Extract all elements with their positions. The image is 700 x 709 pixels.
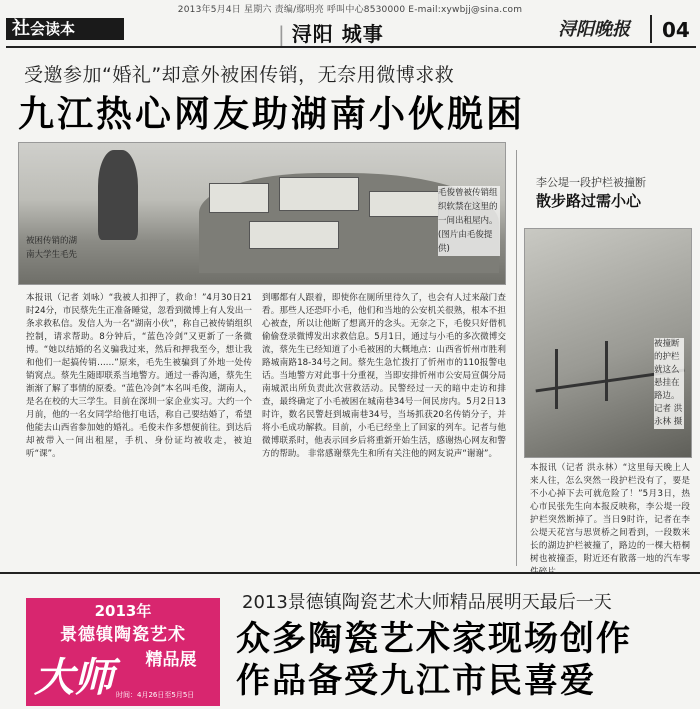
photo-house [209,183,269,213]
side-headline: 散步路过需小心 [536,192,642,210]
page-number: 04 [662,18,690,42]
ad-year: 2013年 [94,602,152,620]
photo-house [369,191,439,217]
section-badge [6,18,124,40]
photo-caption-mid: 毛俊曾被传销组织软禁在这里的一间出租屋内。(图片由毛俊提供) [438,186,500,256]
ad-date: 时间：4月26日至5月5日 [116,691,195,699]
ad-line3: 精品展 [145,650,197,670]
section-title-text: 浔阳 城事 [291,22,384,46]
section-badge-big: 社 [12,18,30,39]
side-kicker: 李公堤一段护栏被撞断 [536,176,646,189]
article-column-2 [262,292,506,566]
article-column-2-text: 到哪都有人跟着，即使你在厕所里待久了，也会有人过来敲门查看。那些人还恐吓小毛，他们和当地的公安机关很熟，根本不担心被查，所以让他断了想离开的念头。无奈之下，毛俊只好借机偷偷登录微博发出求救信息。5月1日，通过与小毛的多次微博交流，蔡先生已经知道了小毛被困的大概地点：山西省忻州市胜利路城南路18-34号之间。蔡先生急忙拨打了忻州市的110报警电话。当地警方对此事十分重视，当即安排忻州市公安局宣偶分局南城派出所负责此次营救活动。民警经过一天的暗中走访和排查，最终确定了小毛被困在城南巷34号一间民房内。5月2日13时许，数名民警赶到城南巷34号，当场抓获20名传销分子，并将小毛成功解救。目前，小毛已经坐上了回家的列车。记者与他微博联系时，他表示回乡后将重新开始生活，感谢热心网友和警方的帮助。 [262,293,506,459]
paper-name-logo: 浔阳晚报 [558,15,652,43]
ad-headline-line2: 作品备受九江市民喜爱 [236,661,596,701]
page-header [6,12,696,48]
main-kicker: 受邀参加“婚礼”却意外被困传销，无奈用微博求救 [24,64,455,86]
article-column-1: 本报讯（记者 刘咏）“我被人扣押了，救命！”4月30日21时24分，市民蔡先生正准备睡觉，忽看到微博上有人发出一条求救私信。发信人为一名“湖南小伙”，称自己被传销组织控制，请求帮助。8分钟后，“蓝色冷剑”又更新了一条微博。“她以结婚的名义骗我过来，然后和押我至今，想让我和他们一起搞传销……”原来，毛先生被骗到了外地一处传销窝点。蔡先生随即联系当地警方。通过一番沟通，蔡先生渐渐了解了事情的原委。“蓝色冷剑”本名叫毛俊，湖南人，是名在校的大三学生。目前在深圳一家企业实习。大约一个月前，他的一名女同学给他打电话，称自己要结婚了，希望他能去山西省参加她的婚礼。毛俊未作多想便前往。到达后却被带入一间出租屋，手机、身份证均被收走，被迫听“课”。 [26,293,252,459]
photo-post [605,341,608,401]
article-column-2-tail: 非常感谢蔡先生和所有关注他的网友说声“谢谢”。 [307,449,498,459]
ad-master-logo: 大师 [34,654,114,701]
side-article-column: 本报讯（记者 洪永林）“这里每天晚上人来人往，怎么突然一段护栏没有了，要是不小心掉下去可就危险了！”5月3日，热心市民张先生向本报反映称，李公堤一段护栏突然断掉了。当日9时许，记者在李公堤天花宫与思贤桥之间看到，一段数米长的湖边护栏被撞了，路边的一棵大梧桐树也被撞歪，附近还有散落一地的汽车零 [530,463,690,564]
section-badge-text: 会读本 [30,20,76,38]
photo-caption-left: 被困传销的湖南大学生毛先 [26,236,78,260]
photo-house [249,221,339,249]
section-title: | 浔阳 城事 [278,22,384,46]
photo-post [555,349,558,409]
page-meta-line: 2013年5月4日 星期六 责编/鄢明亮 呼叫中心8530000 E-mail:xywbjj@sina.com [177,5,523,15]
main-headline: 九江热心网友助湖南小伙脱困 [18,94,526,135]
ad-line2: 景德镇陶瓷艺术 [60,625,186,645]
ad-headline [236,618,696,702]
side-photo-caption: 被撞断的护栏就这么悬挂在路边。 记者 洪永林 摄 [654,339,683,427]
exhibition-ad [0,572,700,709]
ad-logo-box [26,598,220,706]
photo-person [98,150,138,240]
ad-headline-line1: 众多陶瓷艺术家现场创作 [236,619,632,659]
photo-house [279,177,359,211]
main-photo [18,142,506,285]
column-divider [516,150,517,566]
ad-kicker: 2013景德镇陶瓷艺术大师精品展明天最后一天 [242,592,612,613]
